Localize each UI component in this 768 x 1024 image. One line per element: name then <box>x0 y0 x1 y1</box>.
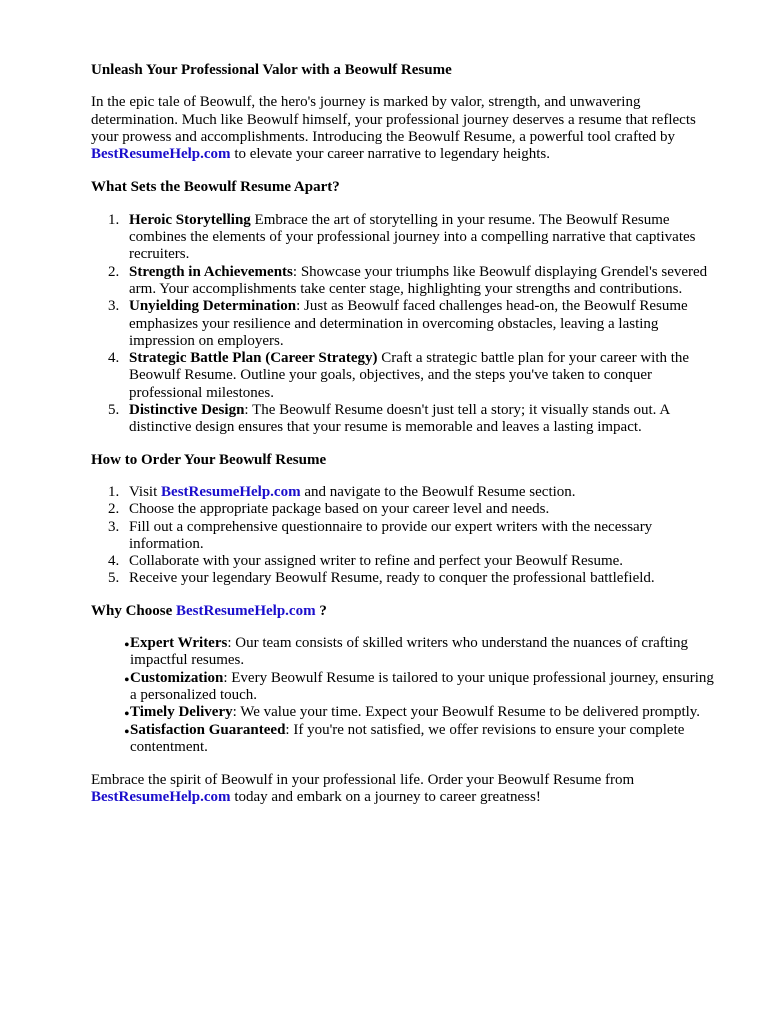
step-text: Fill out a comprehensive questionnaire to provide our expert writers with the necessary information. <box>129 518 653 552</box>
step-text: Visit <box>129 483 162 500</box>
list-item <box>91 350 721 402</box>
item-text: Just as Beowulf faced challenges head-on, the Beowulf Resume emphasizes your resilience and determination in overcoming obstacles, leaving a lasting impression on employers. <box>129 298 688 349</box>
list-number: 4. <box>108 350 120 367</box>
list-item <box>91 670 721 705</box>
list-number: 4. <box>108 553 120 570</box>
closing-text-after: today and embark on a journey to career greatness! <box>230 789 541 806</box>
intro-text: In the epic tale of Beowulf, the hero's journey is marked by valor, strength, and unwavering determination. Much like Beowulf himself, your professional journey deserves a resume that reflects your prowess and accomplishments. Introducing the Beowulf Resume, a powerful tool crafted by <box>91 94 696 145</box>
why-heading-suffix: ? <box>315 602 327 619</box>
bullet-icon: • <box>124 706 130 724</box>
list-item <box>91 212 721 264</box>
item-term: Timely Delivery <box>130 704 233 721</box>
bullet-icon: • <box>124 637 130 655</box>
closing-site-link[interactable]: BestResumeHelp.com <box>91 789 231 806</box>
item-term: Expert Writers <box>130 635 228 652</box>
why-site-link[interactable]: BestResumeHelp.com <box>176 602 316 619</box>
list-item <box>91 553 721 570</box>
item-term: Unyielding Determination <box>129 298 297 315</box>
item-separator: : <box>244 402 253 419</box>
step-text: Receive your legendary Beowulf Resume, ready to conquer the professional battlefield. <box>129 570 655 587</box>
step-text: Choose the appropriate package based on your career level and needs. <box>129 501 550 518</box>
list-number: 5. <box>108 402 120 419</box>
bullet-icon: • <box>124 723 130 741</box>
step-text: Collaborate with your assigned writer to refine and perfect your Beowulf Resume. <box>129 553 624 570</box>
document-page <box>91 62 721 807</box>
item-term: Strength in Achievements <box>129 263 293 280</box>
list-item <box>91 635 721 670</box>
why-list <box>91 635 721 756</box>
list-item <box>91 704 721 724</box>
item-text: : If you're not satisfied, we offer revisions to ensure your complete contentment. <box>130 721 685 755</box>
step-text-after: and navigate to the Beowulf Resume section. <box>300 483 576 500</box>
list-number: 1. <box>108 483 120 500</box>
page-title: Unleash Your Professional Valor with a Beowulf Resume <box>91 62 452 78</box>
closing-paragraph <box>91 772 721 807</box>
item-text: Embrace the art of storytelling in your resume. The Beowulf Resume combines the elements of your professional journey into a compelling narrative that captivates recruiters. <box>129 211 696 263</box>
item-text: Craft a strategic battle plan for your career with the Beowulf Resume. Outline your goals, objectives, and the steps you've taken to conquer professional milestones. <box>129 350 690 401</box>
list-number: 3. <box>108 518 120 535</box>
list-item <box>91 298 721 350</box>
order-site-link[interactable]: BestResumeHelp.com <box>161 483 301 500</box>
list-number: 1. <box>108 211 120 228</box>
list-item <box>91 264 721 299</box>
item-text: : Every Beowulf Resume is tailored to your unique professional journey, ensuring a personalized touch. <box>130 669 714 703</box>
list-item <box>91 570 721 587</box>
section-heading-order: How to Order Your Beowulf Resume <box>91 451 327 468</box>
list-item <box>91 402 721 437</box>
list-number: 3. <box>108 298 120 315</box>
closing-text: Embrace the spirit of Beowulf in your professional life. Order your Beowulf Resume from <box>91 772 635 789</box>
intro-site-link[interactable]: BestResumeHelp.com <box>91 146 231 163</box>
item-term: Distinctive Design <box>129 402 245 419</box>
item-separator: : <box>296 298 305 315</box>
why-heading-prefix: Why Choose <box>91 602 177 619</box>
item-term: Customization <box>130 669 224 686</box>
section-heading-apart: What Sets the Beowulf Resume Apart? <box>91 179 340 196</box>
apart-list <box>91 212 721 437</box>
list-number: 5. <box>108 570 120 587</box>
list-number: 2. <box>108 501 120 518</box>
intro-text-after: to elevate your career narrative to legendary heights. <box>230 146 550 163</box>
intro-paragraph <box>91 94 721 163</box>
list-item <box>91 519 721 554</box>
list-item <box>91 484 721 501</box>
item-separator: : <box>292 263 301 280</box>
item-text: : We value your time. Expect your Beowulf Resume to be delivered promptly. <box>232 704 701 721</box>
list-number: 2. <box>108 263 120 280</box>
list-item <box>91 722 721 757</box>
item-text: : Our team consists of skilled writers who understand the nuances of crafting impactful resumes. <box>130 635 689 669</box>
item-text: Showcase your triumphs like Beowulf displaying Grendel's severed arm. Your accomplishments take center stage, highlighting your strengths and contributions. <box>129 263 708 297</box>
item-term: Satisfaction Guaranteed <box>130 721 286 738</box>
item-text: The Beowulf Resume doesn't just tell a story; it visually stands out. A distinctive design ensures that your resume is memorable and leaves a lasting impact. <box>129 402 670 436</box>
order-steps-list <box>91 484 721 588</box>
bullet-icon: • <box>124 671 130 689</box>
item-term: Heroic Storytelling <box>129 211 251 228</box>
list-item <box>91 501 721 518</box>
item-term: Strategic Battle Plan (Career Strategy) <box>129 350 378 367</box>
section-heading-why <box>91 603 721 620</box>
